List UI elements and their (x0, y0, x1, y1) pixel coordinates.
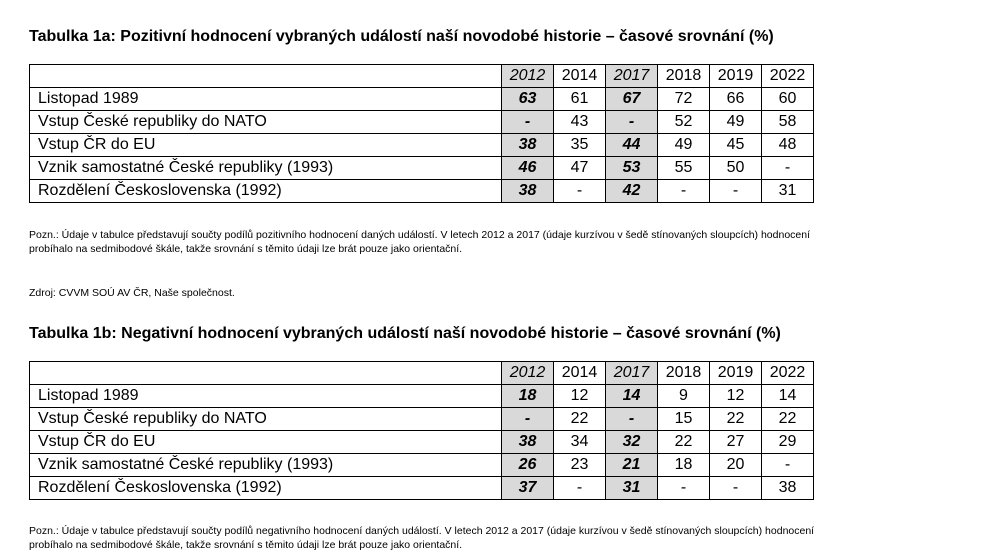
value-cell: 22 (762, 408, 814, 431)
row-label: Rozdělení Československa (1992) (30, 477, 502, 500)
year-header: 2017 (606, 65, 658, 88)
value-cell: 46 (502, 157, 554, 180)
value-cell: 22 (710, 408, 762, 431)
value-cell: 67 (606, 88, 658, 111)
row-label: Vznik samostatné České republiky (1993) (30, 157, 502, 180)
value-cell: 38 (762, 477, 814, 500)
note-line: Pozn.: Údaje v tabulce představují součty podílů pozitivního hodnocení daných událostí. V letech 2012 a 2017 (údaje kurzívou v šedě stínovaných sloupcích) hodnocení (29, 229, 810, 241)
table-1a (29, 64, 814, 203)
year-header: 2014 (554, 362, 606, 385)
value-cell: - (762, 157, 814, 180)
year-header: 2017 (606, 362, 658, 385)
row-label: Vstup České republiky do NATO (30, 408, 502, 431)
note-line: probíhalo na sedmibodové škále, takže srovnání s těmito údaji lze brát pouze jako orientační. (29, 243, 463, 255)
row-label: Listopad 1989 (30, 88, 502, 111)
value-cell: 18 (502, 385, 554, 408)
value-cell: 31 (762, 180, 814, 203)
value-cell: 47 (554, 157, 606, 180)
header-row (30, 362, 814, 385)
value-cell: - (606, 408, 658, 431)
value-cell: 27 (710, 431, 762, 454)
table-1a-title: Tabulka 1a: Pozitivní hodnocení vybraných událostí naší novodobé historie – časové srovnání (%) (29, 28, 774, 45)
value-cell: 63 (502, 88, 554, 111)
table-row (30, 88, 814, 111)
year-header: 2019 (710, 65, 762, 88)
value-cell: 18 (658, 454, 710, 477)
value-cell: 45 (710, 134, 762, 157)
value-cell: 61 (554, 88, 606, 111)
value-cell: 58 (762, 111, 814, 134)
value-cell: - (710, 477, 762, 500)
value-cell: 12 (710, 385, 762, 408)
value-cell: - (502, 111, 554, 134)
value-cell: - (762, 454, 814, 477)
header-blank-cell (30, 65, 502, 88)
value-cell: 53 (606, 157, 658, 180)
value-cell: 20 (710, 454, 762, 477)
year-header: 2014 (554, 65, 606, 88)
table-row (30, 385, 814, 408)
value-cell: 14 (606, 385, 658, 408)
value-cell: 15 (658, 408, 710, 431)
value-cell: 31 (606, 477, 658, 500)
value-cell: 21 (606, 454, 658, 477)
value-cell: 43 (554, 111, 606, 134)
table-1a-note (29, 228, 959, 256)
value-cell: 9 (658, 385, 710, 408)
value-cell: - (710, 180, 762, 203)
value-cell: - (554, 180, 606, 203)
table-row (30, 180, 814, 203)
value-cell: 14 (762, 385, 814, 408)
table-row (30, 408, 814, 431)
value-cell: 12 (554, 385, 606, 408)
value-cell: 44 (606, 134, 658, 157)
year-header: 2019 (710, 362, 762, 385)
value-cell: - (606, 111, 658, 134)
year-header: 2012 (502, 65, 554, 88)
value-cell: 55 (658, 157, 710, 180)
row-label: Rozdělení Československa (1992) (30, 180, 502, 203)
row-label: Vstup České republiky do NATO (30, 111, 502, 134)
source-note: Zdroj: CVVM SOÚ AV ČR, Naše společnost. (29, 287, 235, 299)
header-row (30, 65, 814, 88)
table-row (30, 134, 814, 157)
value-cell: - (502, 408, 554, 431)
value-cell: 52 (658, 111, 710, 134)
header-blank-cell (30, 362, 502, 385)
year-header: 2018 (658, 362, 710, 385)
table-row (30, 431, 814, 454)
table-1b-note (29, 524, 959, 552)
table-1b-title: Tabulka 1b: Negativní hodnocení vybraných událostí naší novodobé historie – časové srovnání (%) (29, 325, 781, 342)
value-cell: 72 (658, 88, 710, 111)
value-cell: - (658, 477, 710, 500)
note-line: probíhalo na sedmibodové škále, takže srovnání s těmito údaji lze brát pouze jako orientační. (29, 539, 463, 551)
value-cell: 38 (502, 180, 554, 203)
table-row (30, 454, 814, 477)
value-cell: 35 (554, 134, 606, 157)
row-label: Listopad 1989 (30, 385, 502, 408)
value-cell: 38 (502, 134, 554, 157)
value-cell: 22 (658, 431, 710, 454)
value-cell: 66 (710, 88, 762, 111)
value-cell: 32 (606, 431, 658, 454)
value-cell: 49 (658, 134, 710, 157)
row-label: Vstup ČR do EU (30, 431, 502, 454)
table-row (30, 157, 814, 180)
value-cell: 60 (762, 88, 814, 111)
value-cell: 34 (554, 431, 606, 454)
note-line: Pozn.: Údaje v tabulce představují součty podílů negativního hodnocení daných událostí. V letech 2012 a 2017 (údaje kurzívou v šedě stínovaných sloupcích) hodnocení (29, 525, 815, 537)
value-cell: 50 (710, 157, 762, 180)
value-cell: 23 (554, 454, 606, 477)
row-label: Vstup ČR do EU (30, 134, 502, 157)
table-row (30, 477, 814, 500)
year-header: 2022 (762, 65, 814, 88)
year-header: 2018 (658, 65, 710, 88)
value-cell: - (658, 180, 710, 203)
value-cell: 29 (762, 431, 814, 454)
value-cell: 38 (502, 431, 554, 454)
value-cell: - (554, 477, 606, 500)
value-cell: 22 (554, 408, 606, 431)
table-row (30, 111, 814, 134)
table-1b (29, 361, 814, 500)
value-cell: 37 (502, 477, 554, 500)
row-label: Vznik samostatné České republiky (1993) (30, 454, 502, 477)
value-cell: 48 (762, 134, 814, 157)
year-header: 2022 (762, 362, 814, 385)
value-cell: 26 (502, 454, 554, 477)
value-cell: 49 (710, 111, 762, 134)
value-cell: 42 (606, 180, 658, 203)
year-header: 2012 (502, 362, 554, 385)
